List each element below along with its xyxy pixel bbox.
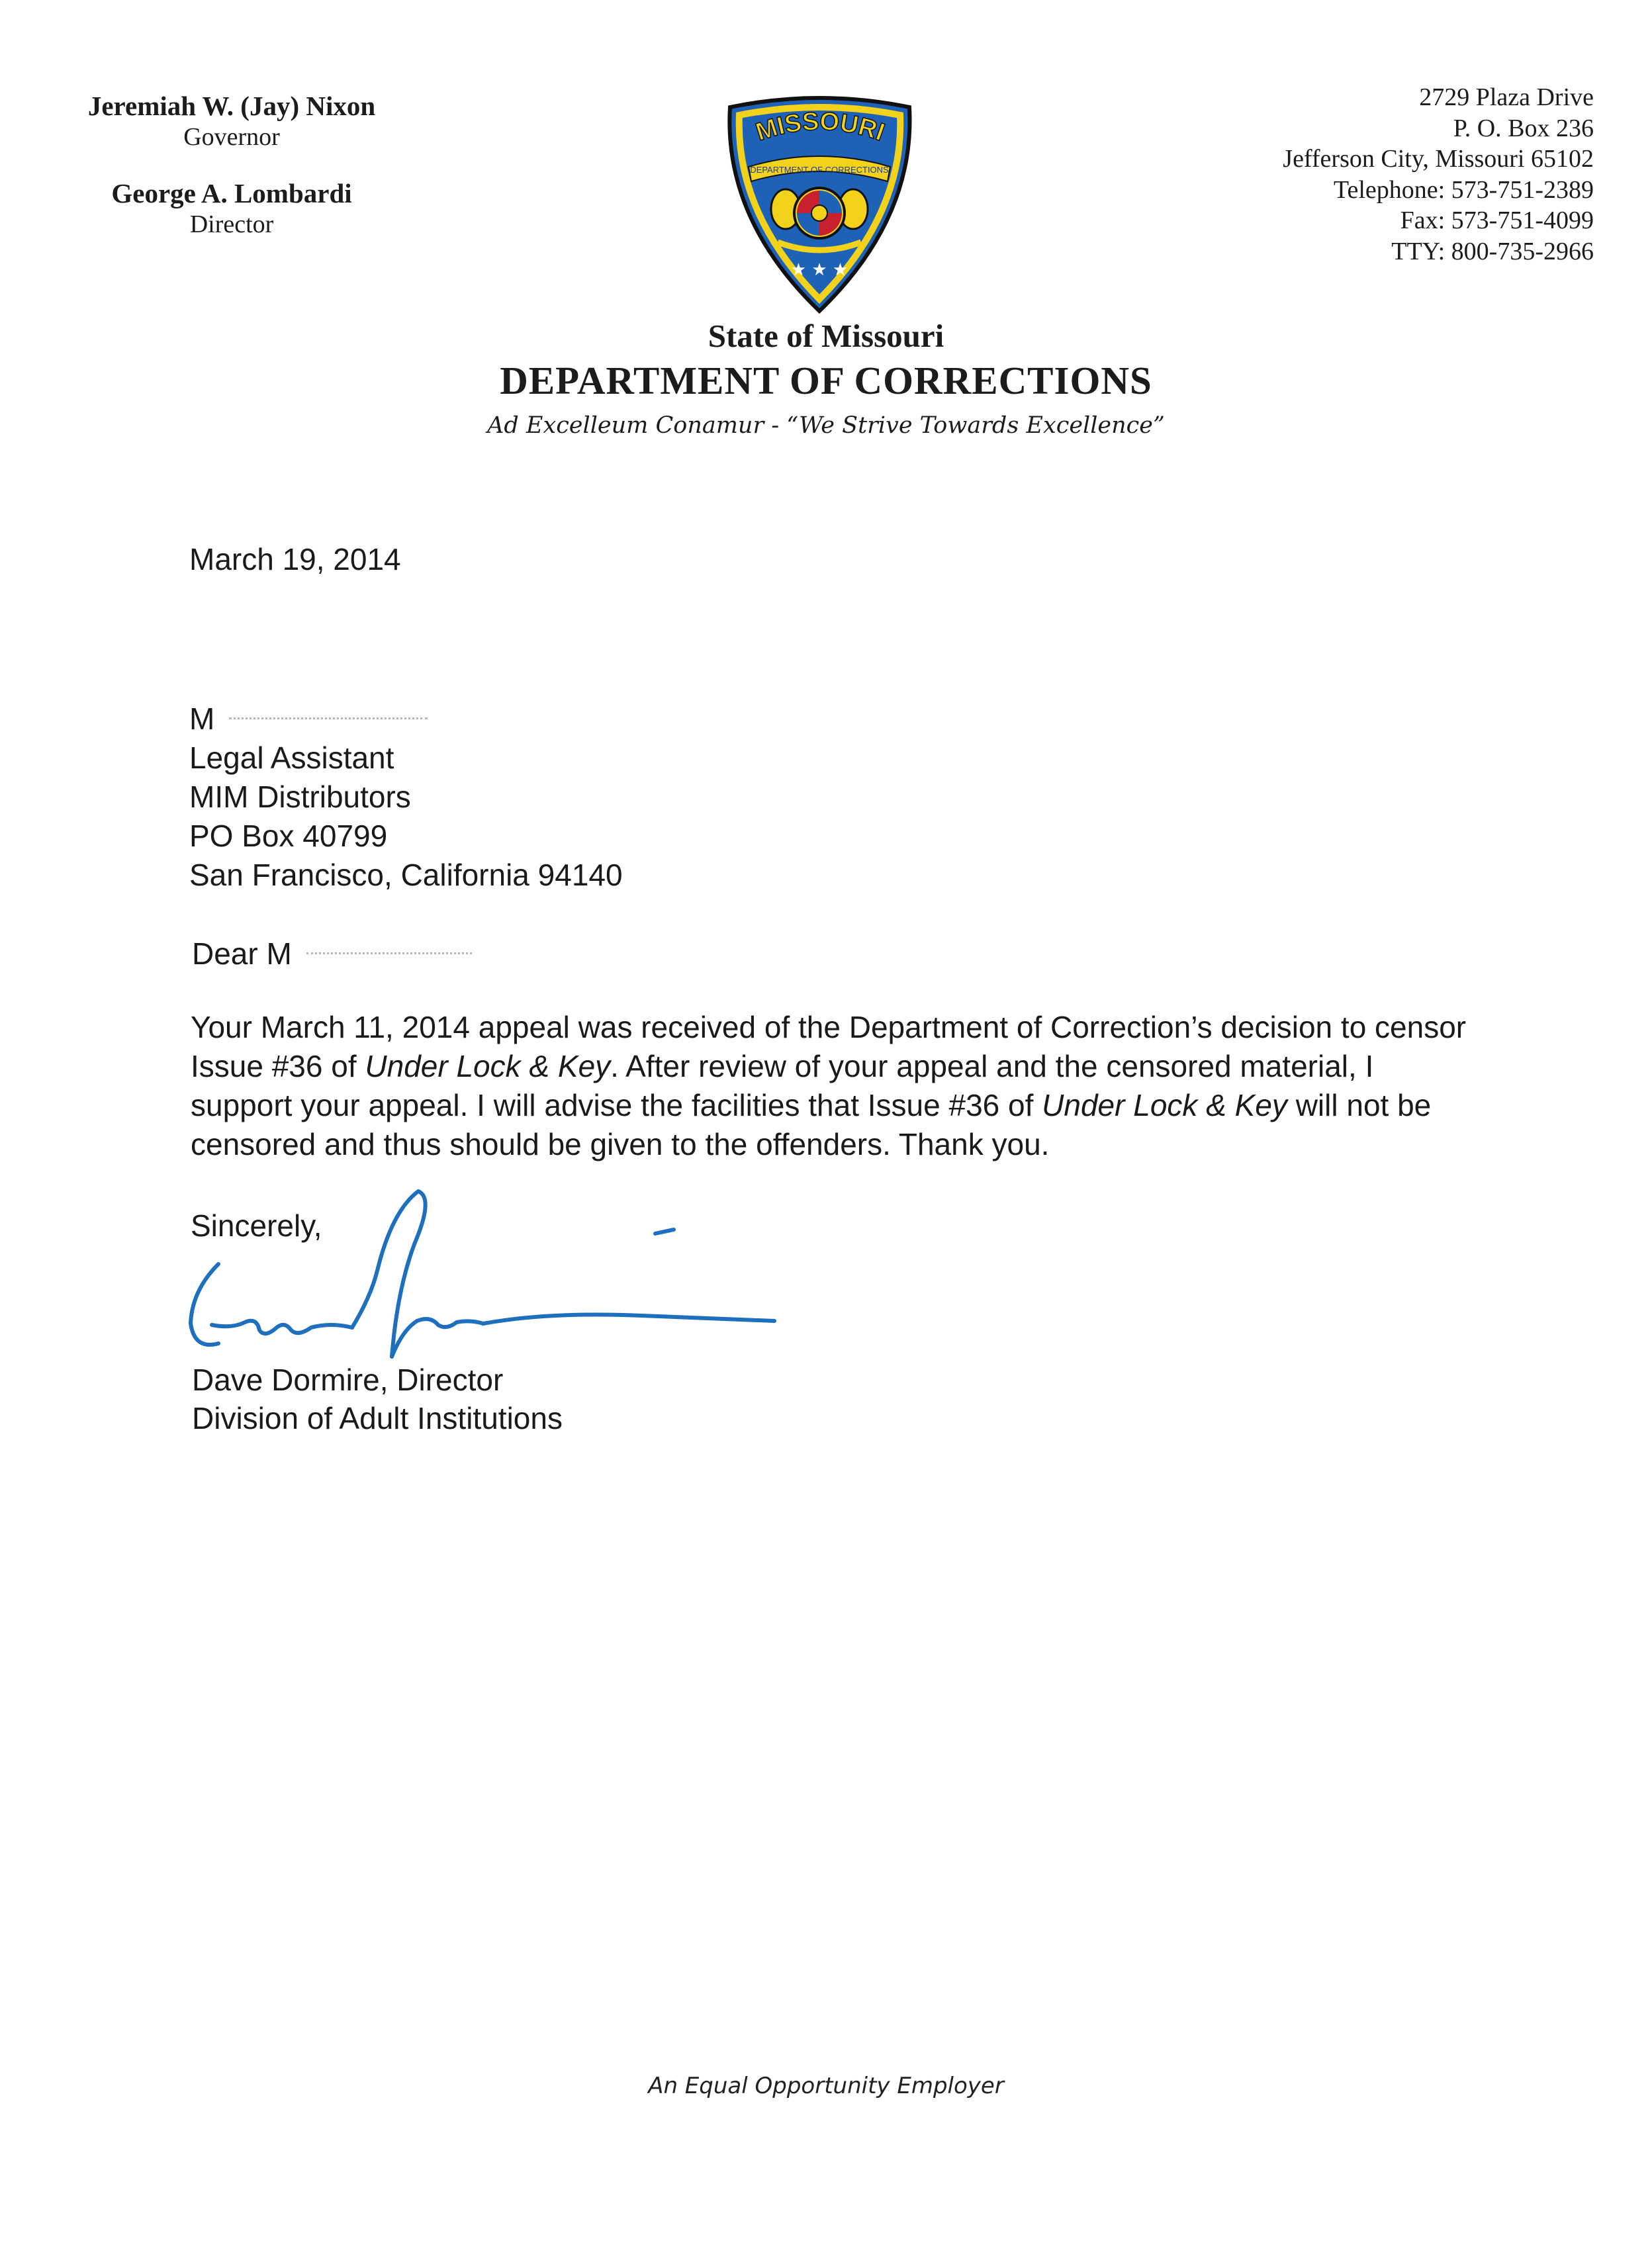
governor-title: Governor bbox=[183, 123, 280, 151]
paragraph-text: . After review of your appeal and the censored material, I support your appeal. I will advise the facilities that Issue #36 of bbox=[191, 1049, 1374, 1122]
footer-text: An Equal Opportunity Employer bbox=[648, 2073, 1004, 2099]
seal-stars-icon: ★ ★ ★ bbox=[790, 260, 849, 280]
signature-icon bbox=[179, 1171, 801, 1390]
paragraph-text: Your March 11, 2014 appeal was received of the Department of Correction’s decision to censor Issue #36 of bbox=[191, 1010, 1467, 1083]
telephone-line: Telephone: 573-751-2389 bbox=[1333, 175, 1594, 204]
address-line-pobox: P. O. Box 236 bbox=[1453, 114, 1594, 142]
director-block bbox=[0, 177, 463, 240]
recipient-address bbox=[189, 700, 623, 895]
salutation-text: Dear M bbox=[192, 936, 292, 971]
department-title: DEPARTMENT OF CORRECTIONS bbox=[500, 359, 1152, 402]
fax-line: Fax: 573-751-4099 bbox=[1400, 206, 1594, 234]
closing: Sincerely, bbox=[191, 1208, 322, 1243]
signer-block bbox=[192, 1361, 563, 1437]
address-line: PO Box 40799 bbox=[189, 819, 388, 853]
missouri-corrections-seal-icon bbox=[717, 93, 923, 315]
signer-division: Division of Adult Institutions bbox=[192, 1401, 563, 1435]
salutation bbox=[192, 934, 472, 973]
publication-title: Under Lock & Key bbox=[365, 1049, 611, 1083]
director-name: George A. Lombardi bbox=[111, 178, 352, 208]
address-line: MIM Distributors bbox=[189, 780, 411, 814]
paragraph-text: will not be censored and thus should be given to the offenders. Thank you. bbox=[191, 1088, 1432, 1161]
director-title: Director bbox=[189, 210, 274, 238]
publication-title: Under Lock & Key bbox=[1042, 1088, 1287, 1122]
address-line: Legal Assistant bbox=[189, 741, 394, 775]
address-line-city: Jefferson City, Missouri 65102 bbox=[1283, 145, 1594, 173]
seal-top-text: MISSOURI bbox=[753, 107, 888, 147]
address-line-street: 2729 Plaza Drive bbox=[1419, 83, 1594, 111]
recipient-name-line bbox=[189, 700, 623, 739]
tty-line: TTY: 800-735-2966 bbox=[1391, 237, 1594, 265]
redaction-mark bbox=[306, 952, 472, 960]
contact-block bbox=[1130, 82, 1594, 267]
letter-date: March 19, 2014 bbox=[189, 542, 401, 576]
seal-ribbon-text: DEPARTMENT OF CORRECTIONS bbox=[750, 165, 889, 175]
address-line: San Francisco, California 94140 bbox=[189, 858, 623, 892]
governor-block bbox=[0, 90, 463, 152]
redaction-mark bbox=[229, 717, 428, 725]
governor-name: Jeremiah W. (Jay) Nixon bbox=[87, 91, 376, 121]
motto: Ad Excelleum Conamur - “We Strive Towards Excellence” bbox=[487, 412, 1165, 439]
letter-paragraph bbox=[191, 1008, 1475, 1164]
state-title: State of Missouri bbox=[708, 318, 944, 354]
recipient-initial: M bbox=[189, 701, 215, 736]
signer-name: Dave Dormire, Director bbox=[192, 1363, 504, 1397]
